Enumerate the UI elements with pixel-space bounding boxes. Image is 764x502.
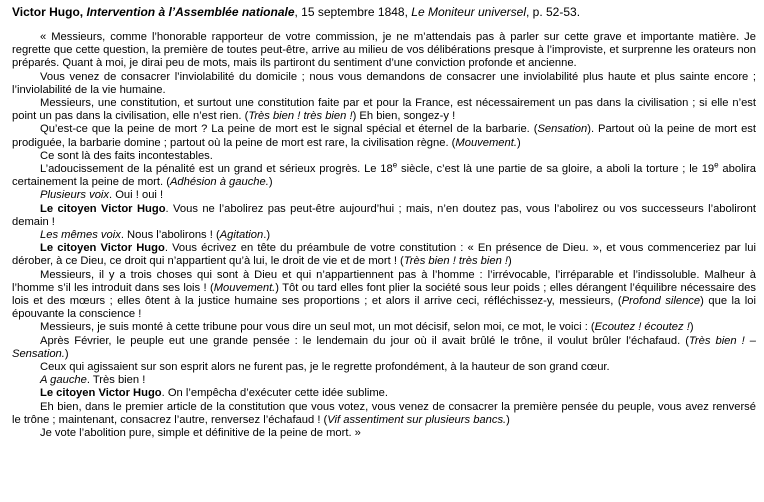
paragraph [12, 229, 756, 242]
paragraph-text: . On l’empêcha d’exécuter cette idée sublime. [161, 387, 388, 400]
superscript: e [714, 160, 719, 170]
audience-reaction: Mouvement. [455, 136, 517, 149]
paragraph-text: Messieurs, je suis monté à cette tribune pour vous dire un seul mot, un mot décisif, selon moi, ce mot, le voici : ( [40, 321, 595, 334]
speaker-label: Le citoyen Victor Hugo [40, 387, 162, 400]
paragraph [12, 361, 756, 374]
speech-text [12, 31, 756, 440]
paragraph-text: Ce sont là des faits incontestables. [40, 149, 213, 162]
paragraph [12, 321, 756, 334]
superscript: e [392, 160, 398, 170]
citation-sep: , [79, 5, 87, 19]
paragraph-text: ) [508, 255, 512, 268]
paragraph [12, 203, 756, 229]
paragraph-text: abolira certainement la peine de mort. ( [12, 163, 756, 189]
audience-reaction: Vif assentiment sur plusieurs bancs. [327, 413, 507, 426]
paragraph [12, 335, 756, 361]
paragraph-text: . Nous l’abolirons ! ( [120, 229, 220, 242]
paragraph [12, 150, 756, 163]
speaker-label: Les mêmes voix [40, 229, 121, 242]
audience-reaction: Très bien ! – Sensation. [12, 334, 756, 360]
paragraph [12, 269, 756, 322]
paragraph-text: Messieurs, une constitution, et surtout une constitution faite par et pour la France, est nécessairement un pas dans la civilisation ; si elle n’est point un pas dans la civilisation, elle n’est rien. ( [12, 97, 756, 123]
paragraph-text: .) [263, 229, 271, 242]
citation-pages: , p. 52-53. [526, 5, 581, 19]
citation-author: Victor Hugo [12, 5, 80, 19]
paragraph [12, 31, 756, 71]
paragraph-text: ). Partout où la peine de mort est prodiguée, la barbarie domine ; partout où la peine de mort est rare, la civilisation règne. ( [12, 123, 757, 149]
source-citation [12, 5, 756, 19]
audience-reaction: Très bien ! très bien ! [248, 110, 353, 123]
paragraph-text: Eh bien, dans le premier article de la constitution que vous votez, vous venez de consacrer la première pensée du peuple, vous avez renversé le trône ; maintenant, consacrez l’autre, renversez l’échafaud ! ( [12, 400, 756, 426]
paragraph-text: ) Tôt ou tard elles font plier la société sous leur poids ; elles dérangent l’équilibre nécessaire des lois et des mœurs ; elles ôtent à la justice humaine ses proportions ; et alors il arrive ceci, réfléchissez-y, messieurs, ( [12, 281, 756, 308]
paragraph-text: L’adoucissement de la pénalité est un grand et sérieux progrès. Le 18 [40, 163, 393, 176]
paragraph-text: ) que la loi épouvante la conscience ! [12, 295, 756, 321]
paragraph-text: Après Février, le peuple eut une grande pensée : le lendemain du jour où il avait brûlé le trône, il voulut brûler l’échafaud. ( [40, 334, 689, 347]
paragraph [12, 71, 756, 97]
paragraph [12, 427, 756, 440]
paragraph [12, 387, 756, 400]
paragraph-text: ) [64, 347, 69, 360]
paragraph-text: siècle, c’est là une partie de sa gloire, a aboli la torture ; le 19 [397, 163, 715, 176]
speaker-label: Plusieurs voix [40, 189, 110, 202]
audience-reaction: Mouvement. [213, 281, 276, 294]
paragraph-text: ) [689, 321, 694, 334]
paragraph-text: . Vous écrivez en tête du préambule de votre constitution : « En présence de Dieu. », et vous commenceriez par lui dérober, à ce Dieu, ce droit qui n’appartient qu’à lui, le droit de vie et de mort ! ( [12, 242, 756, 268]
audience-reaction: Très bien ! très bien ! [403, 255, 509, 268]
citation-date: , 15 septembre 1848, [294, 5, 412, 19]
paragraph-text: Qu’est-ce que la peine de mort ? La peine de mort est le signal spécial et éternel de la barbarie. ( [40, 123, 538, 136]
paragraph-text: Vous venez de consacrer l’inviolabilité du domicile ; nous vous demandons de consacrer une inviolabilité plus haute et plus sainte encore ; l’inviolabilité de la vie humaine. [12, 70, 756, 96]
audience-reaction: Agitation [219, 229, 264, 242]
paragraph-text: . Vous ne l’abolirez pas peut-être aujourd’hui ; mais, n’en doutez pas, vous l’abolirez ou vos successeurs l’aboliront demain ! [12, 202, 756, 228]
speaker-label: Le citoyen Victor Hugo [40, 242, 165, 255]
paragraph-text: « Messieurs, comme l’honorable rapporteur de votre commission, je ne m’attendais pas à parler sur cette grave et importante matière. Je regrette que cette question, la première de toutes peut-être, arrive au milieu de vos délibérations presque à l’improviste, et surprenne les orateurs non préparés. Quant à moi, je dirai peu de mots, mais ils partiront du sentiment d’une conviction profonde et ancienne. [12, 31, 756, 70]
paragraph-text: Ceux qui agissaient sur son esprit alors ne furent pas, je le regrette profondément, à la hauteur de son grand cœur. [40, 361, 610, 374]
speaker-label: A gauche [40, 374, 87, 387]
audience-reaction: Adhésion à gauche. [169, 176, 269, 189]
paragraph [12, 401, 756, 427]
speaker-label: Le citoyen Victor Hugo [40, 202, 166, 215]
paragraph-text: Je vote l’abolition pure, simple et définitive de la peine de mort. » [40, 427, 361, 440]
paragraph-text: Messieurs, il y a trois choses qui sont à Dieu et qui n’appartiennent pas à l’homme : l’irrévocable, l’irréparable et l’indissoluble. Malheur à l’homme s’il les introduit dans ses lois ! ( [12, 268, 756, 294]
paragraph-text: . Oui ! oui ! [109, 189, 164, 202]
paragraph-text: ) [268, 176, 273, 189]
paragraph-text: ) [506, 413, 510, 426]
paragraph-text: . Très bien ! [86, 374, 146, 387]
paragraph [12, 160, 756, 189]
paragraph [12, 189, 756, 202]
citation-publication: Le Moniteur universel [411, 5, 526, 19]
audience-reaction: Profond silence [621, 295, 701, 308]
paragraph [12, 123, 756, 149]
citation-title: Intervention à l’Assemblée nationale [86, 5, 295, 19]
paragraph [12, 97, 756, 123]
paragraph [12, 374, 756, 387]
audience-reaction: Ecoutez ! écoutez ! [594, 321, 690, 334]
audience-reaction: Sensation [537, 123, 588, 136]
paragraph-text: ) Eh bien, songez-y ! [352, 110, 456, 123]
paragraph-text: ) [516, 136, 521, 149]
paragraph [12, 242, 756, 268]
